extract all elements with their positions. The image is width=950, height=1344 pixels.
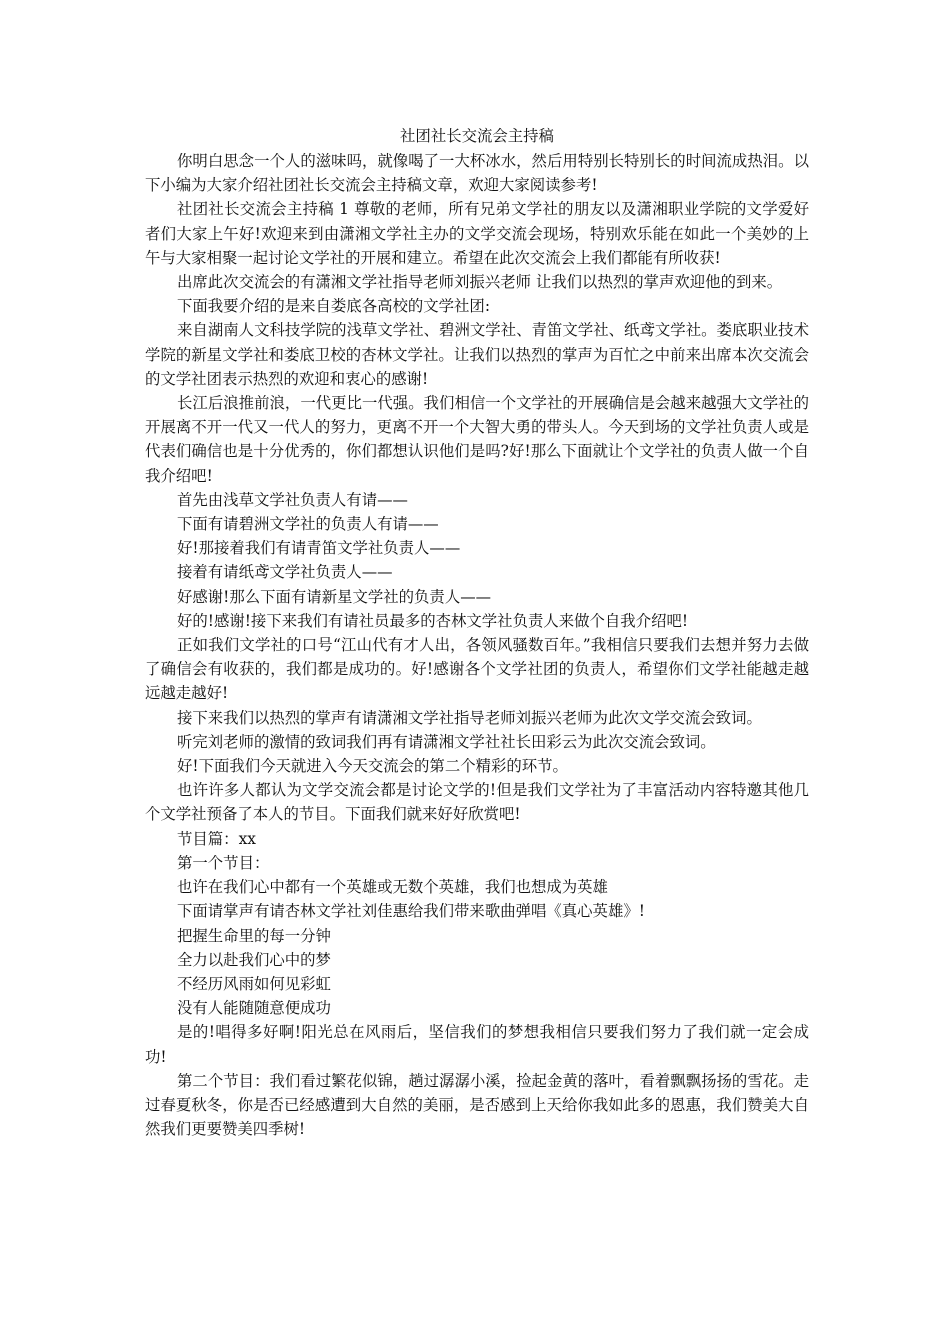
- paragraph: 不经历风雨如何见彩虹: [177, 974, 331, 993]
- paragraph: 没有人能随随意便成功: [177, 999, 331, 1018]
- paragraph: 节目篇：xx: [177, 829, 256, 848]
- paragraph: 听完刘老师的激情的致词我们再有请潇湘文学社社长田彩云为此次交流会致词。: [177, 732, 716, 751]
- document-title: 社团社长交流会主持稿: [400, 127, 554, 145]
- paragraph: 接着有请纸鸢文学社负责人——: [177, 563, 393, 582]
- paragraph: 出席此次交流会的有潇湘文学社指导老师刘振兴老师 让我们以热烈的掌声欢迎他的到来。: [177, 273, 783, 292]
- paragraph: 正如我们文学社的口号“江山代有才人出，各领风骚数百年。”我相信只要我们去想并努力去做了确信会有收获的，我们都是成功的。好!感谢各个文学社团的负责人，希望你们文学社能越走越远越走越好!: [145, 636, 809, 703]
- paragraph: 是的!唱得多好啊!阳光总在风雨后，坚信我们的梦想我相信只要我们努力了我们就一定会成功!: [145, 1023, 809, 1066]
- document-page: [145, 124, 809, 1141]
- paragraph: 也许在我们心中都有一个英雄或无数个英雄，我们也想成为英雄: [177, 878, 608, 897]
- paragraph: 好感谢!那么下面有请新星文学社的负责人——: [177, 587, 491, 606]
- paragraph: 第二个节目：我们看过繁花似锦，趟过潺潺小溪，捡起金黄的落叶，看着飘飘扬扬的雪花。走过春夏秋冬，你是否已经感遭到大自然的美丽，是否感到上天给你我如此多的恩惠，我们赞美大自然我们更要赞美四季树!: [145, 1071, 809, 1139]
- paragraph: 把握生命里的每一分钟: [177, 926, 331, 945]
- paragraph: 你明白思念一个人的滋味吗，就像喝了一大杯冰水，然后用特别长特别长的时间流成热泪。以下小编为大家介绍社团社长交流会主持稿文章，欢迎大家阅读参考!: [145, 152, 809, 195]
- paragraph: 好!下面我们今天就进入今天交流会的第二个精彩的环节。: [177, 757, 568, 776]
- paragraph: 好!那接着我们有请青笛文学社负责人——: [177, 539, 461, 558]
- paragraph: 下面请掌声有请杏林文学社刘佳惠给我们带来歌曲弹唱《真心英雄》!: [177, 902, 645, 921]
- paragraph: 好的!感谢!接下来我们有请社员最多的杏林文学社负责人来做个自我介绍吧!: [177, 611, 689, 630]
- paragraph: 社团社长交流会主持稿 1 尊敬的老师，所有兄弟文学社的朋友以及潇湘职业学院的文学爱好者们大家上午好!欢迎来到由潇湘文学社主办的文学交流会现场，特别欢乐能在如此一个美妙的上午与大家相聚一起讨论文学社的开展和建立。希望在此次交流会上我们都能有所收获!: [145, 200, 809, 267]
- paragraph: 接下来我们以热烈的掌声有请潇湘文学社指导老师刘振兴老师为此次文学交流会致词。: [177, 708, 762, 727]
- paragraph: 来自湖南人文科技学院的浅草文学社、碧洲文学社、青笛文学社、纸鸢文学社。娄底职业技术学院的新星文学社和娄底卫校的杏林文学社。让我们以热烈的掌声为百忙之中前来出席本次交流会的文学社团表示热烈的欢迎和衷心的感谢!: [145, 321, 809, 388]
- paragraph: 下面我要介绍的是来自娄底各高校的文学社团:: [177, 297, 490, 316]
- paragraph: 长江后浪推前浪，一代更比一代强。我们相信一个文学社的开展确信是会越来越强大文学社的开展离不开一代又一代人的努力，更离不开一个大智大勇的带头人。今天到场的文学社负责人或是代表们确信也是十分优秀的，你们都想认识他们是吗?好!那么下面就让个文学社的负责人做一个自我介绍吧!: [145, 394, 809, 485]
- paragraph: 首先由浅草文学社负责人有请——: [177, 490, 408, 509]
- paragraph: 下面有请碧洲文学社的负责人有请——: [177, 515, 439, 534]
- paragraph: 也许许多人都认为文学交流会都是讨论文学的!但是我们文学社为了丰富活动内容特邀其他几个文学社预备了本人的节目。下面我们就来好好欣赏吧!: [145, 781, 809, 824]
- paragraph: 全力以赴我们心中的梦: [177, 950, 331, 969]
- paragraph: 第一个节目：: [177, 853, 270, 872]
